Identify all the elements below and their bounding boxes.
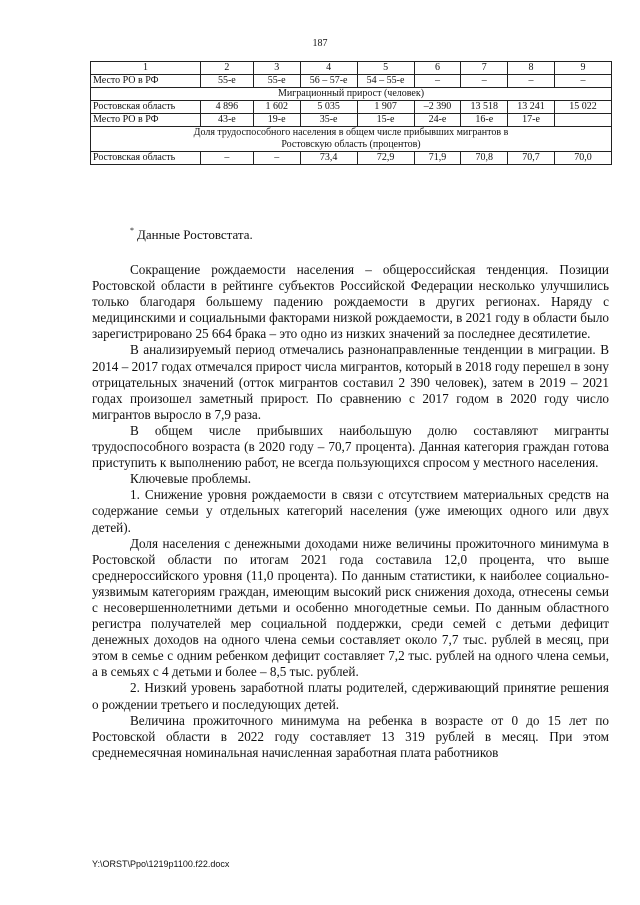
table-cell: 15 022 <box>554 101 611 114</box>
table-row <box>91 114 612 127</box>
row-label: Место РО в РФ <box>91 114 201 127</box>
row-label: Ростовская область <box>91 101 201 114</box>
table-cell: 70,7 <box>508 152 555 165</box>
paragraph: Доля населения с денежными доходами ниже величины прожиточного минимума в Ростовской области по итогам 2021 года составила 12,0 процента, что выше среднероссийского уровня (11,0 процента). По данным статистики, к наиболее социально-уязвимым категориям граждан, имеющим высокий риск снижения дохода, отнесены семьи с несовершеннолетними детьми и особенно многодетные семьи. По данным областного регистра получателей мер социальной поддержки, среди семей с детьми дефицит денежных доходов на одного члена семьи составляет около 7,7 тыс. рублей в месяц, при этом в семье с одним ребенком дефицит составляет 7,2 тыс. рублей на одного члена семьи, а в семьях с 4 детьми и более – 8,5 тыс. рублей. <box>92 535 609 680</box>
footnote-mark: * <box>130 226 134 235</box>
table-cell: 43-е <box>200 114 253 127</box>
table-cell: – <box>554 75 611 88</box>
table-cell: 7 <box>461 62 508 75</box>
table-cell: 55-е <box>253 75 300 88</box>
table-section-row <box>91 127 612 152</box>
table-cell: 55-е <box>200 75 253 88</box>
table-cell: –2 390 <box>414 101 461 114</box>
paragraph: В общем числе прибывших наибольшую долю составляют мигранты трудоспособного возраста (в 2020 году – 70,7 процента). Данная категория граждан готова приступить к выполнению работ, не всегда пользующихся спросом у местного населения. <box>92 422 609 471</box>
paragraph: 2. Низкий уровень заработной платы родителей, сдерживающий принятие решения о рождении третьего и последующих детей. <box>92 680 609 712</box>
table-cell: 16-е <box>461 114 508 127</box>
table-cell: – <box>414 75 461 88</box>
table-header-row <box>91 62 612 75</box>
paragraph: Ключевые проблемы. <box>130 471 252 487</box>
table-row <box>91 152 612 165</box>
table-cell: 17-е <box>508 114 555 127</box>
section-heading: Доля трудоспособного населения в общем числе прибывших мигрантов в Ростовскую область (процентов) <box>91 127 612 152</box>
table-cell: – <box>200 152 253 165</box>
table-cell: 24-е <box>414 114 461 127</box>
table-cell: 70,8 <box>461 152 508 165</box>
footnote <box>130 226 253 243</box>
table-cell: 4 <box>300 62 357 75</box>
table-cell: – <box>253 152 300 165</box>
footnote-text: Данные Ростовстата. <box>137 227 253 242</box>
table-cell: – <box>461 75 508 88</box>
table-row <box>91 101 612 114</box>
statistics-table <box>90 61 612 165</box>
table-cell <box>554 114 611 127</box>
table-cell: 5 035 <box>300 101 357 114</box>
table-cell: 6 <box>414 62 461 75</box>
table-cell: 19-е <box>253 114 300 127</box>
table-cell: 4 896 <box>200 101 253 114</box>
row-label: Ростовская область <box>91 152 201 165</box>
table-cell: 1 907 <box>357 101 414 114</box>
table-cell: 2 <box>200 62 253 75</box>
table-cell: 73,4 <box>300 152 357 165</box>
table-cell: 54 – 55-е <box>357 75 414 88</box>
body-text <box>92 262 609 761</box>
table-cell: 70,0 <box>554 152 611 165</box>
table-cell: – <box>508 75 555 88</box>
table-cell: 13 518 <box>461 101 508 114</box>
row-label: Место РО в РФ <box>91 75 201 88</box>
table-cell: 71,9 <box>414 152 461 165</box>
table-cell: 72,9 <box>357 152 414 165</box>
page-number: 187 <box>312 38 328 49</box>
paragraph: Величина прожиточного минимума на ребенка в возрасте от 0 до 15 лет по Ростовской области в 2022 году составляет 13 319 рублей в месяц. При этом среднемесячная номинальная начисленная заработная плата работников <box>92 712 609 760</box>
table-cell: 1 <box>91 62 201 75</box>
table-cell: 13 241 <box>508 101 555 114</box>
paragraph: 1. Снижение уровня рождаемости в связи с отсутствием материальных средств на содержание семьи у отдельных категорий населения (уже имеющих одного или двух детей). <box>92 487 609 535</box>
table-cell: 15-е <box>357 114 414 127</box>
table-cell: 8 <box>508 62 555 75</box>
table-cell: 9 <box>554 62 611 75</box>
section-heading: Миграционный прирост (человек) <box>91 88 612 101</box>
table-cell: 5 <box>357 62 414 75</box>
table-cell: 1 602 <box>253 101 300 114</box>
table-cell: 56 – 57-е <box>300 75 357 88</box>
table-cell: 3 <box>253 62 300 75</box>
table-section-row <box>91 88 612 101</box>
paragraph: Сокращение рождаемости населения – общероссийская тенденция. Позиции Ростовской области в рейтинге субъектов Российской Федерации несколько улучшились только благодаря большему падению рождаемости в других регионах. Наряду с медицинскими и социальными факторами низкой рождаемости, в 2021 году в области было зарегистрировано 25 664 брака – это одно из низких значений за последнее десятилетие. <box>92 262 609 342</box>
paragraph: В анализируемый период отмечались разнонаправленные тенденции в миграции. В 2014 – 2017 годах отмечался прирост числа мигрантов, который в 2018 году перешел в зону отрицательных значений (отток мигрантов составил 2 390 человек), затем в 2019 – 2021 годах произошел заметный прирост. По сравнению с 2017 годом в 2020 году число мигрантов выросло в 7,9 раза. <box>92 342 609 422</box>
table-row <box>91 75 612 88</box>
table-cell: 35-е <box>300 114 357 127</box>
file-path-footer: Y:\ORST\Ppo\1219p1100.f22.docx <box>92 859 230 869</box>
